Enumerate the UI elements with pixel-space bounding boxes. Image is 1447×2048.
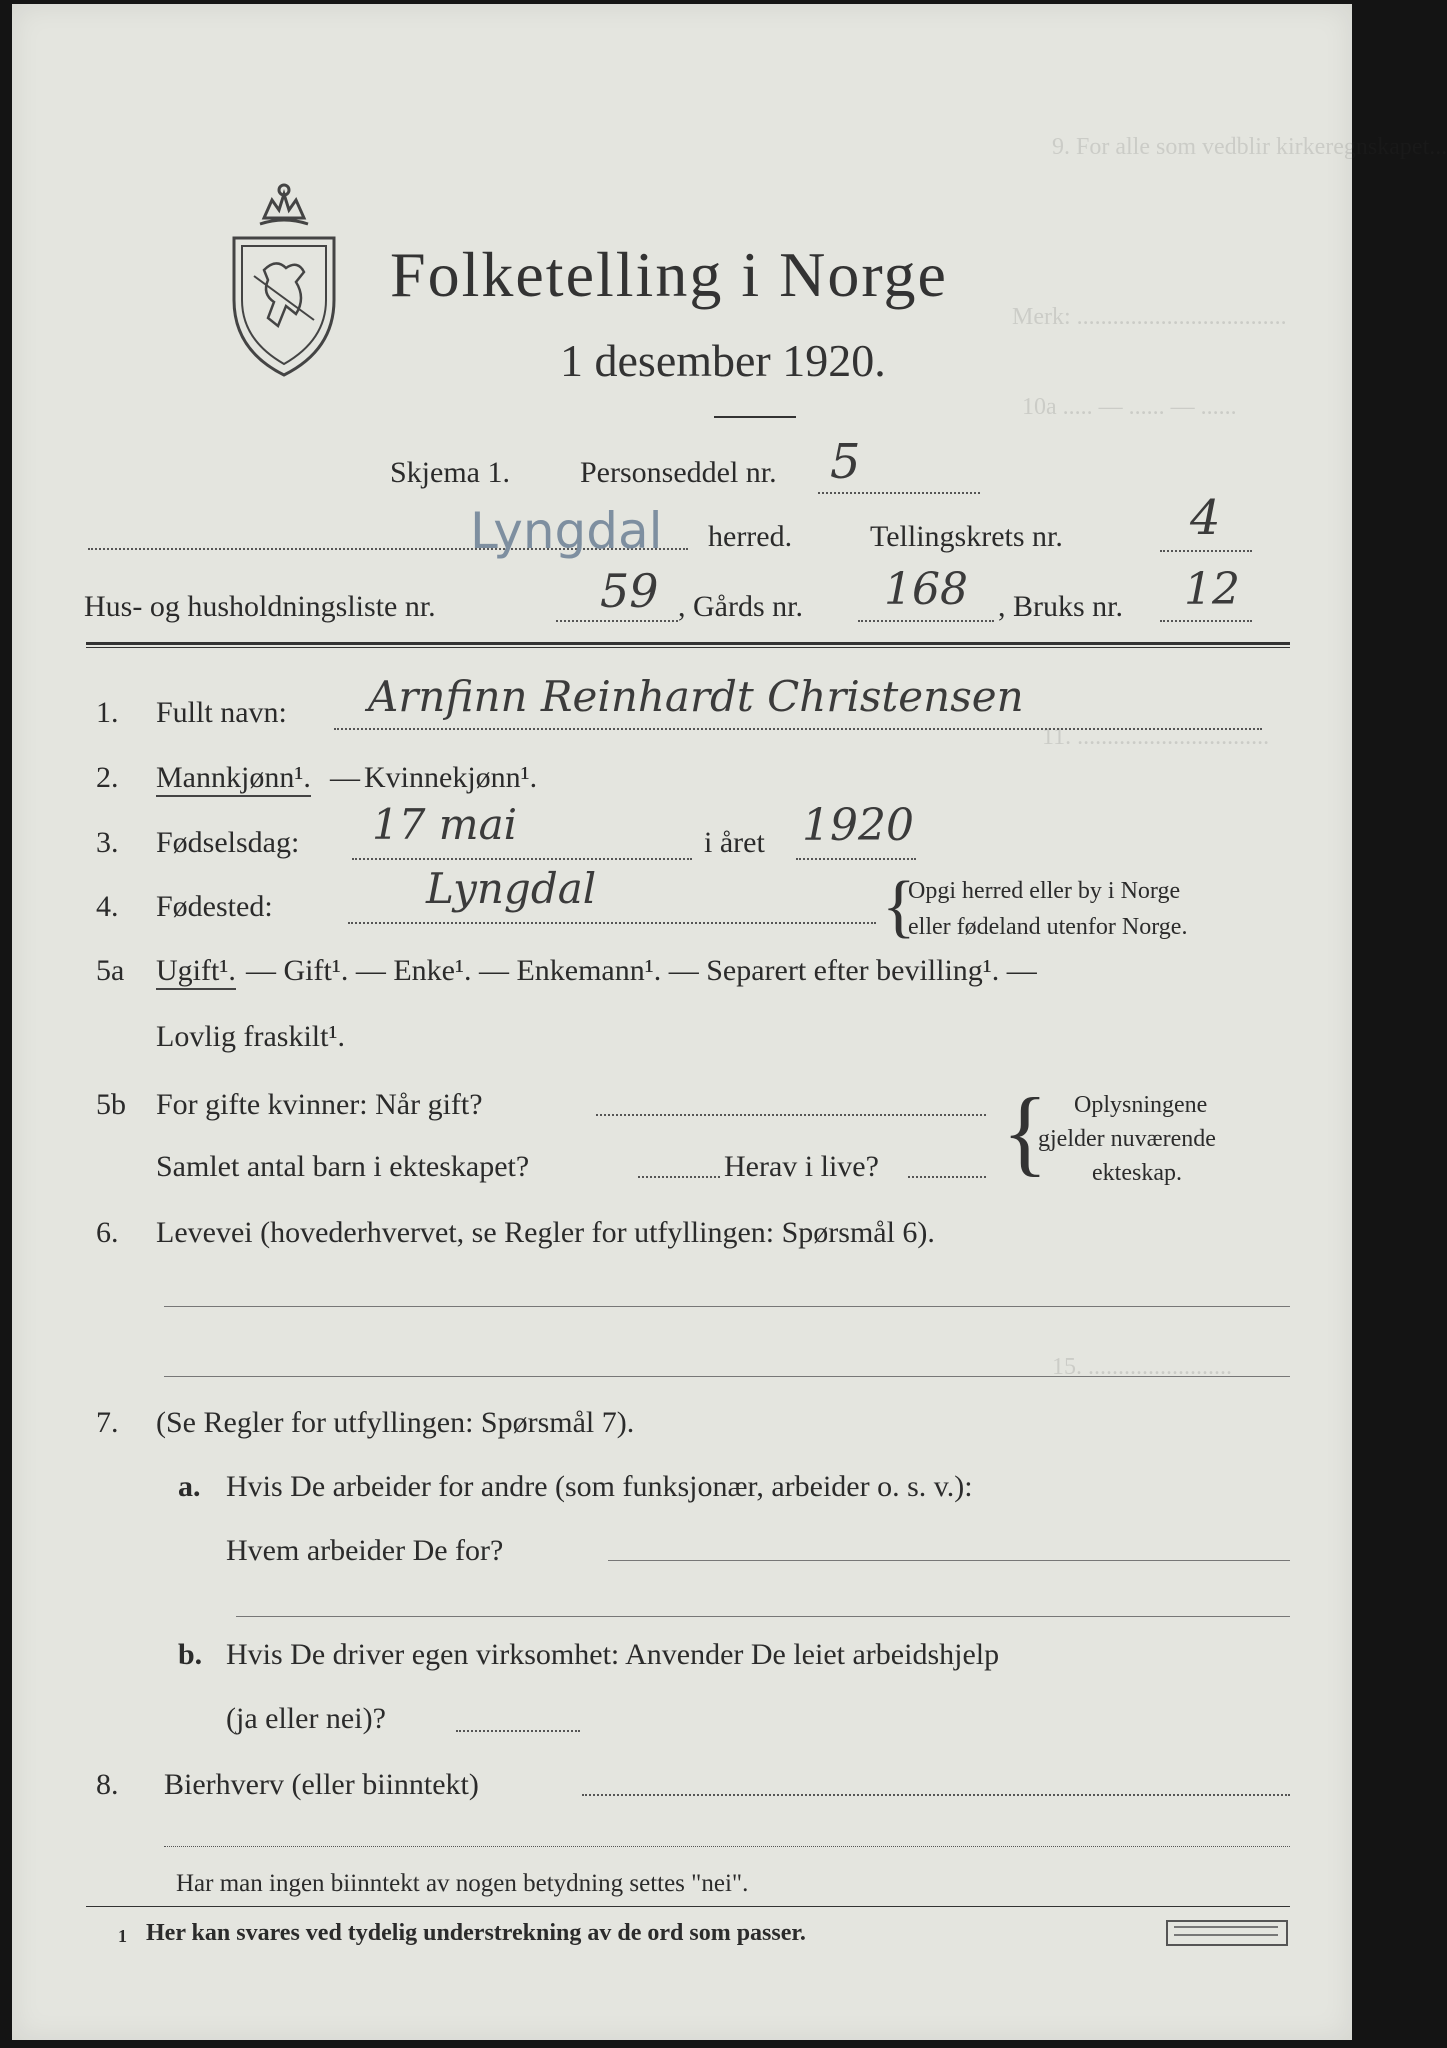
q8-number: 8. bbox=[96, 1768, 119, 1801]
q1-full-name-value: Arnfinn Reinhardt Christensen bbox=[368, 672, 1024, 721]
q4-number: 4. bbox=[96, 890, 119, 923]
footnote-mark: 1 bbox=[118, 1926, 127, 1946]
norwegian-coat-of-arms-icon bbox=[224, 180, 344, 380]
q7a-line-1: Hvis De arbeider for andre (som funksjonær, arbeider o. s. v.): bbox=[226, 1470, 973, 1503]
header-double-rule bbox=[86, 642, 1290, 645]
q4-note-line-2: eller fødeland utenfor Norge. bbox=[908, 914, 1188, 940]
q2-number: 2. bbox=[96, 761, 119, 794]
bleed-through-text: 9. For alle som vedblir kirkeregnskapet... bbox=[1052, 134, 1447, 160]
census-form-page bbox=[12, 4, 1447, 2040]
form-title: Folketelling i Norge bbox=[390, 239, 948, 310]
q5b-brace: { bbox=[1002, 1078, 1049, 1185]
bleed-through-text: 10a ..... — ...... — ...... bbox=[1022, 394, 1237, 420]
q4-label: Fødested: bbox=[156, 890, 273, 923]
q7b-dots bbox=[456, 1730, 580, 1732]
q7b-line-2: (ja eller nei)? bbox=[226, 1702, 386, 1735]
q2-mannkjonn-underlined: Mannkjønn¹. bbox=[156, 761, 311, 797]
footer-rule bbox=[86, 1906, 1290, 1907]
printer-mark bbox=[1166, 1920, 1288, 1946]
q2-separator: — bbox=[330, 761, 360, 794]
q5b-children-label: Samlet antal barn i ekteskapet? bbox=[156, 1150, 530, 1183]
biinntekt-note: Har man ingen biinntekt av nogen betydning settes "nei". bbox=[176, 1870, 749, 1897]
q7-number: 7. bbox=[96, 1406, 119, 1439]
tellingskrets-dots bbox=[1160, 550, 1252, 552]
footnote-text: Her kan svares ved tydelig understrekning av de ord som passer. bbox=[146, 1920, 806, 1946]
q3-year-value: 1920 bbox=[802, 800, 914, 851]
q5a-options: — Gift¹. — Enke¹. — Enkemann¹. — Separert efter bevilling¹. — bbox=[246, 954, 1037, 987]
q4-dots bbox=[348, 922, 876, 924]
q7a-answer-line-2 bbox=[236, 1616, 1290, 1617]
q4-note-line-1: Opgi herred eller by i Norge bbox=[908, 878, 1181, 904]
q5a-number: 5a bbox=[96, 954, 125, 987]
herred-stamp: Lyngdal bbox=[470, 502, 663, 560]
q3-birthday-value: 17 mai bbox=[372, 800, 518, 849]
bleed-through-text: 11. ................................ bbox=[1042, 724, 1270, 750]
skjema-label: Skjema 1. bbox=[390, 456, 510, 489]
q7b-letter: b. bbox=[178, 1638, 203, 1671]
husliste-dots bbox=[556, 620, 678, 622]
personseddel-dots bbox=[818, 492, 980, 494]
q5b-note-line-3: ekteskap. bbox=[1092, 1160, 1182, 1186]
q7a-line-2: Hvem arbeider De for? bbox=[226, 1534, 504, 1567]
q5b-alive-label: Herav i live? bbox=[724, 1150, 879, 1183]
bruks-dots bbox=[1160, 620, 1252, 622]
q8-dots bbox=[582, 1794, 1290, 1796]
q7a-answer-line-1 bbox=[608, 1560, 1290, 1561]
q8-answer-line bbox=[164, 1846, 1290, 1847]
gards-label: , Gårds nr. bbox=[678, 590, 803, 623]
bleed-through-text: Merk: ................................... bbox=[1012, 304, 1287, 330]
q4-brace: { bbox=[882, 868, 916, 945]
personseddel-label: Personseddel nr. bbox=[580, 456, 777, 489]
q3-dots bbox=[352, 858, 692, 860]
q1-number: 1. bbox=[96, 696, 119, 729]
q5b-note-line-2: gjelder nuværende bbox=[1038, 1126, 1216, 1152]
tellingskrets-value: 4 bbox=[1190, 490, 1221, 546]
gards-value: 168 bbox=[884, 564, 968, 615]
q6-label: Levevei (hovederhvervet, se Regler for utfyllingen: Spørsmål 6). bbox=[156, 1216, 935, 1249]
q3-label: Fødselsdag: bbox=[156, 826, 300, 859]
q3-year-label: i året bbox=[704, 826, 765, 859]
q3-number: 3. bbox=[96, 826, 119, 859]
q7-label: (Se Regler for utfyllingen: Spørsmål 7). bbox=[156, 1406, 635, 1439]
q7b-line-1: Hvis De driver egen virksomhet: Anvender De leiet arbeidshjelp bbox=[226, 1638, 1000, 1671]
personseddel-value: 5 bbox=[830, 434, 861, 490]
q6-answer-line-1 bbox=[164, 1306, 1290, 1307]
gards-dots bbox=[858, 620, 994, 622]
q1-label: Fullt navn: bbox=[156, 696, 287, 729]
header-double-rule-thin bbox=[86, 647, 1290, 648]
q5b-married-dots bbox=[596, 1114, 986, 1116]
tellingskrets-label: Tellingskrets nr. bbox=[870, 520, 1063, 553]
q3-year-dots bbox=[796, 858, 916, 860]
q5b-alive-dots bbox=[908, 1176, 986, 1178]
census-date: 1 desember 1920. bbox=[560, 335, 886, 386]
q5b-children-dots bbox=[638, 1176, 720, 1178]
q5a-ugift-underlined: Ugift¹. bbox=[156, 954, 236, 990]
bruks-value: 12 bbox=[1184, 564, 1240, 615]
bruks-label: , Bruks nr. bbox=[998, 590, 1124, 623]
bleed-through-text: 15. ........................ bbox=[1052, 1354, 1232, 1380]
title-divider bbox=[714, 416, 796, 418]
q6-number: 6. bbox=[96, 1216, 119, 1249]
q8-label: Bierhverv (eller biinntekt) bbox=[164, 1768, 479, 1801]
q5b-line-1: For gifte kvinner: Når gift? bbox=[156, 1088, 483, 1121]
q1-dots bbox=[334, 728, 1262, 730]
q6-answer-line-2 bbox=[164, 1376, 1290, 1377]
husliste-label: Hus- og husholdningsliste nr. bbox=[84, 590, 436, 623]
q4-birthplace-value: Lyngdal bbox=[426, 864, 597, 913]
herred-label: herred. bbox=[708, 520, 793, 553]
husliste-value: 59 bbox=[600, 564, 659, 618]
q2-kvinnekjonn: Kvinnekjønn¹. bbox=[364, 761, 538, 794]
q5a-line-2: Lovlig fraskilt¹. bbox=[156, 1020, 345, 1053]
q5b-number: 5b bbox=[96, 1088, 126, 1121]
q7a-letter: a. bbox=[178, 1470, 201, 1503]
q5b-note-line-1: Oplysningene bbox=[1074, 1092, 1208, 1118]
